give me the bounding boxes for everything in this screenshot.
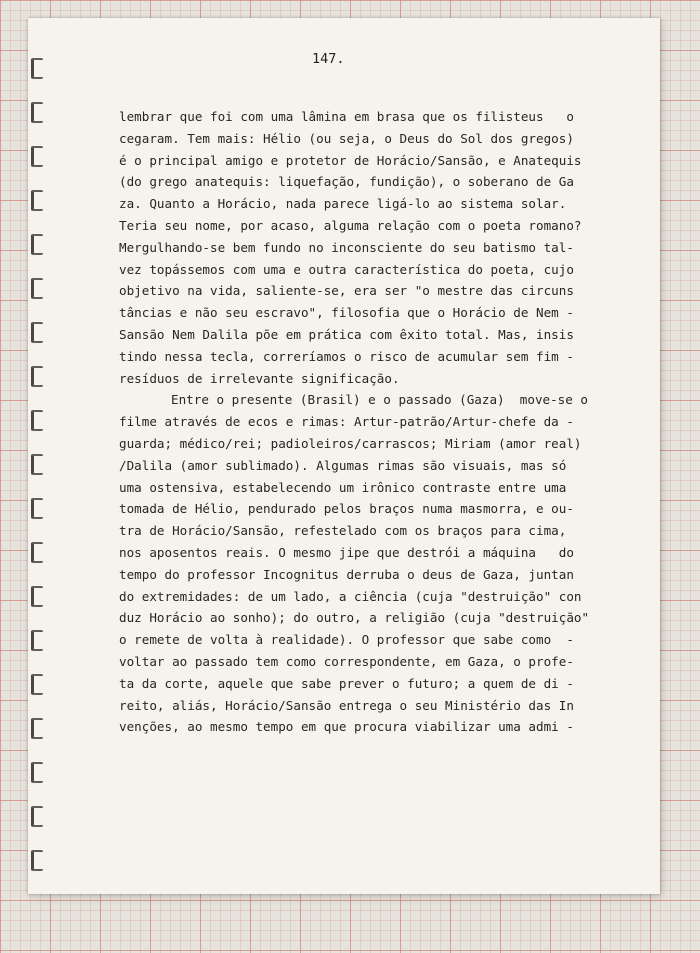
text-line: vez topássemos com uma e outra característica do poeta, cujo [119,261,574,277]
text-line: voltar ao passado tem como correspondente, em Gaza, o profe- [119,653,574,669]
text-line: tâncias e não seu escravo", filosofia que o Horácio de Nem - [119,305,574,321]
text-line: lembrar que foi com uma lâmina em brasa que os filisteus o [119,109,574,124]
text-line: tindo nessa tecla, correríamos o risco de acumular sem fim - [119,348,574,364]
text-line: Teria seu nome, por acaso, alguma relação com o poeta romano? [119,217,582,233]
text-line: reito, aliás, Horácio/Sansão entrega o seu Ministério das In [119,697,574,713]
text-line: Mergulhando-se bem fundo no inconsciente do seu batismo tal- [119,239,574,255]
text-line: cegaram. Tem mais: Hélio (ou seja, o Deus do Sol dos gregos) [119,130,574,146]
text-line: filme através de ecos e rimas: Artur-patrão/Artur-chefe da - [119,414,574,430]
text-line: ta da corte, aquele que sabe prever o futuro; a quem de di - [119,675,574,691]
binding-holes [28,58,48,898]
text-line: venções, ao mesmo tempo em que procura viabilizar uma admi - [119,719,574,735]
text-line: tomada de Hélio, pendurado pelos braços numa masmorra, e ou- [119,501,574,517]
page-number: 147. [312,51,345,67]
text-line: nos aposentos reais. O mesmo jipe que destrói a máquina do [119,544,574,560]
text-line: (do grego anatequis: liquefação, fundição), o soberano de Ga [119,174,574,190]
text-line: tra de Horácio/Sansão, refestelado com os braços para cima, [119,523,567,539]
text-line: uma ostensiva, estabelecendo um irônico contraste entre uma [119,479,567,495]
text-line: o remete de volta à realidade). O professor que sabe como - [119,632,574,648]
text-line: /Dalila (amor sublimado). Algumas rimas são visuais, mas só [119,457,567,473]
text-line: za. Quanto a Horácio, nada parece ligá-lo ao sistema solar. [119,196,567,212]
text-line: Sansão Nem Dalila põe em prática com êxito total. Mas, insis [119,326,574,342]
text-line: é o principal amigo e protetor de Horácio/Sansão, e Anatequis [119,152,582,168]
text-line: duz Horácio ao sonho); do outro, a religião (cuja "destruição" [119,610,590,626]
body-text [119,106,619,738]
typewritten-page [28,18,660,894]
text-line: Entre o presente (Brasil) e o passado (Gaza) move-se o [171,392,589,408]
text-line: resíduos de irrelevante significação. [119,370,400,386]
text-line: guarda; médico/rei; padioleiros/carrascos; Miriam (amor real) [119,435,582,451]
text-line: tempo do professor Incognitus derruba o deus de Gaza, juntan [119,566,574,582]
text-line: objetivo na vida, saliente-se, era ser "o mestre das circuns [119,283,574,299]
text-line: do extremidades: de um lado, a ciência (cuja "destruição" con [119,588,582,604]
